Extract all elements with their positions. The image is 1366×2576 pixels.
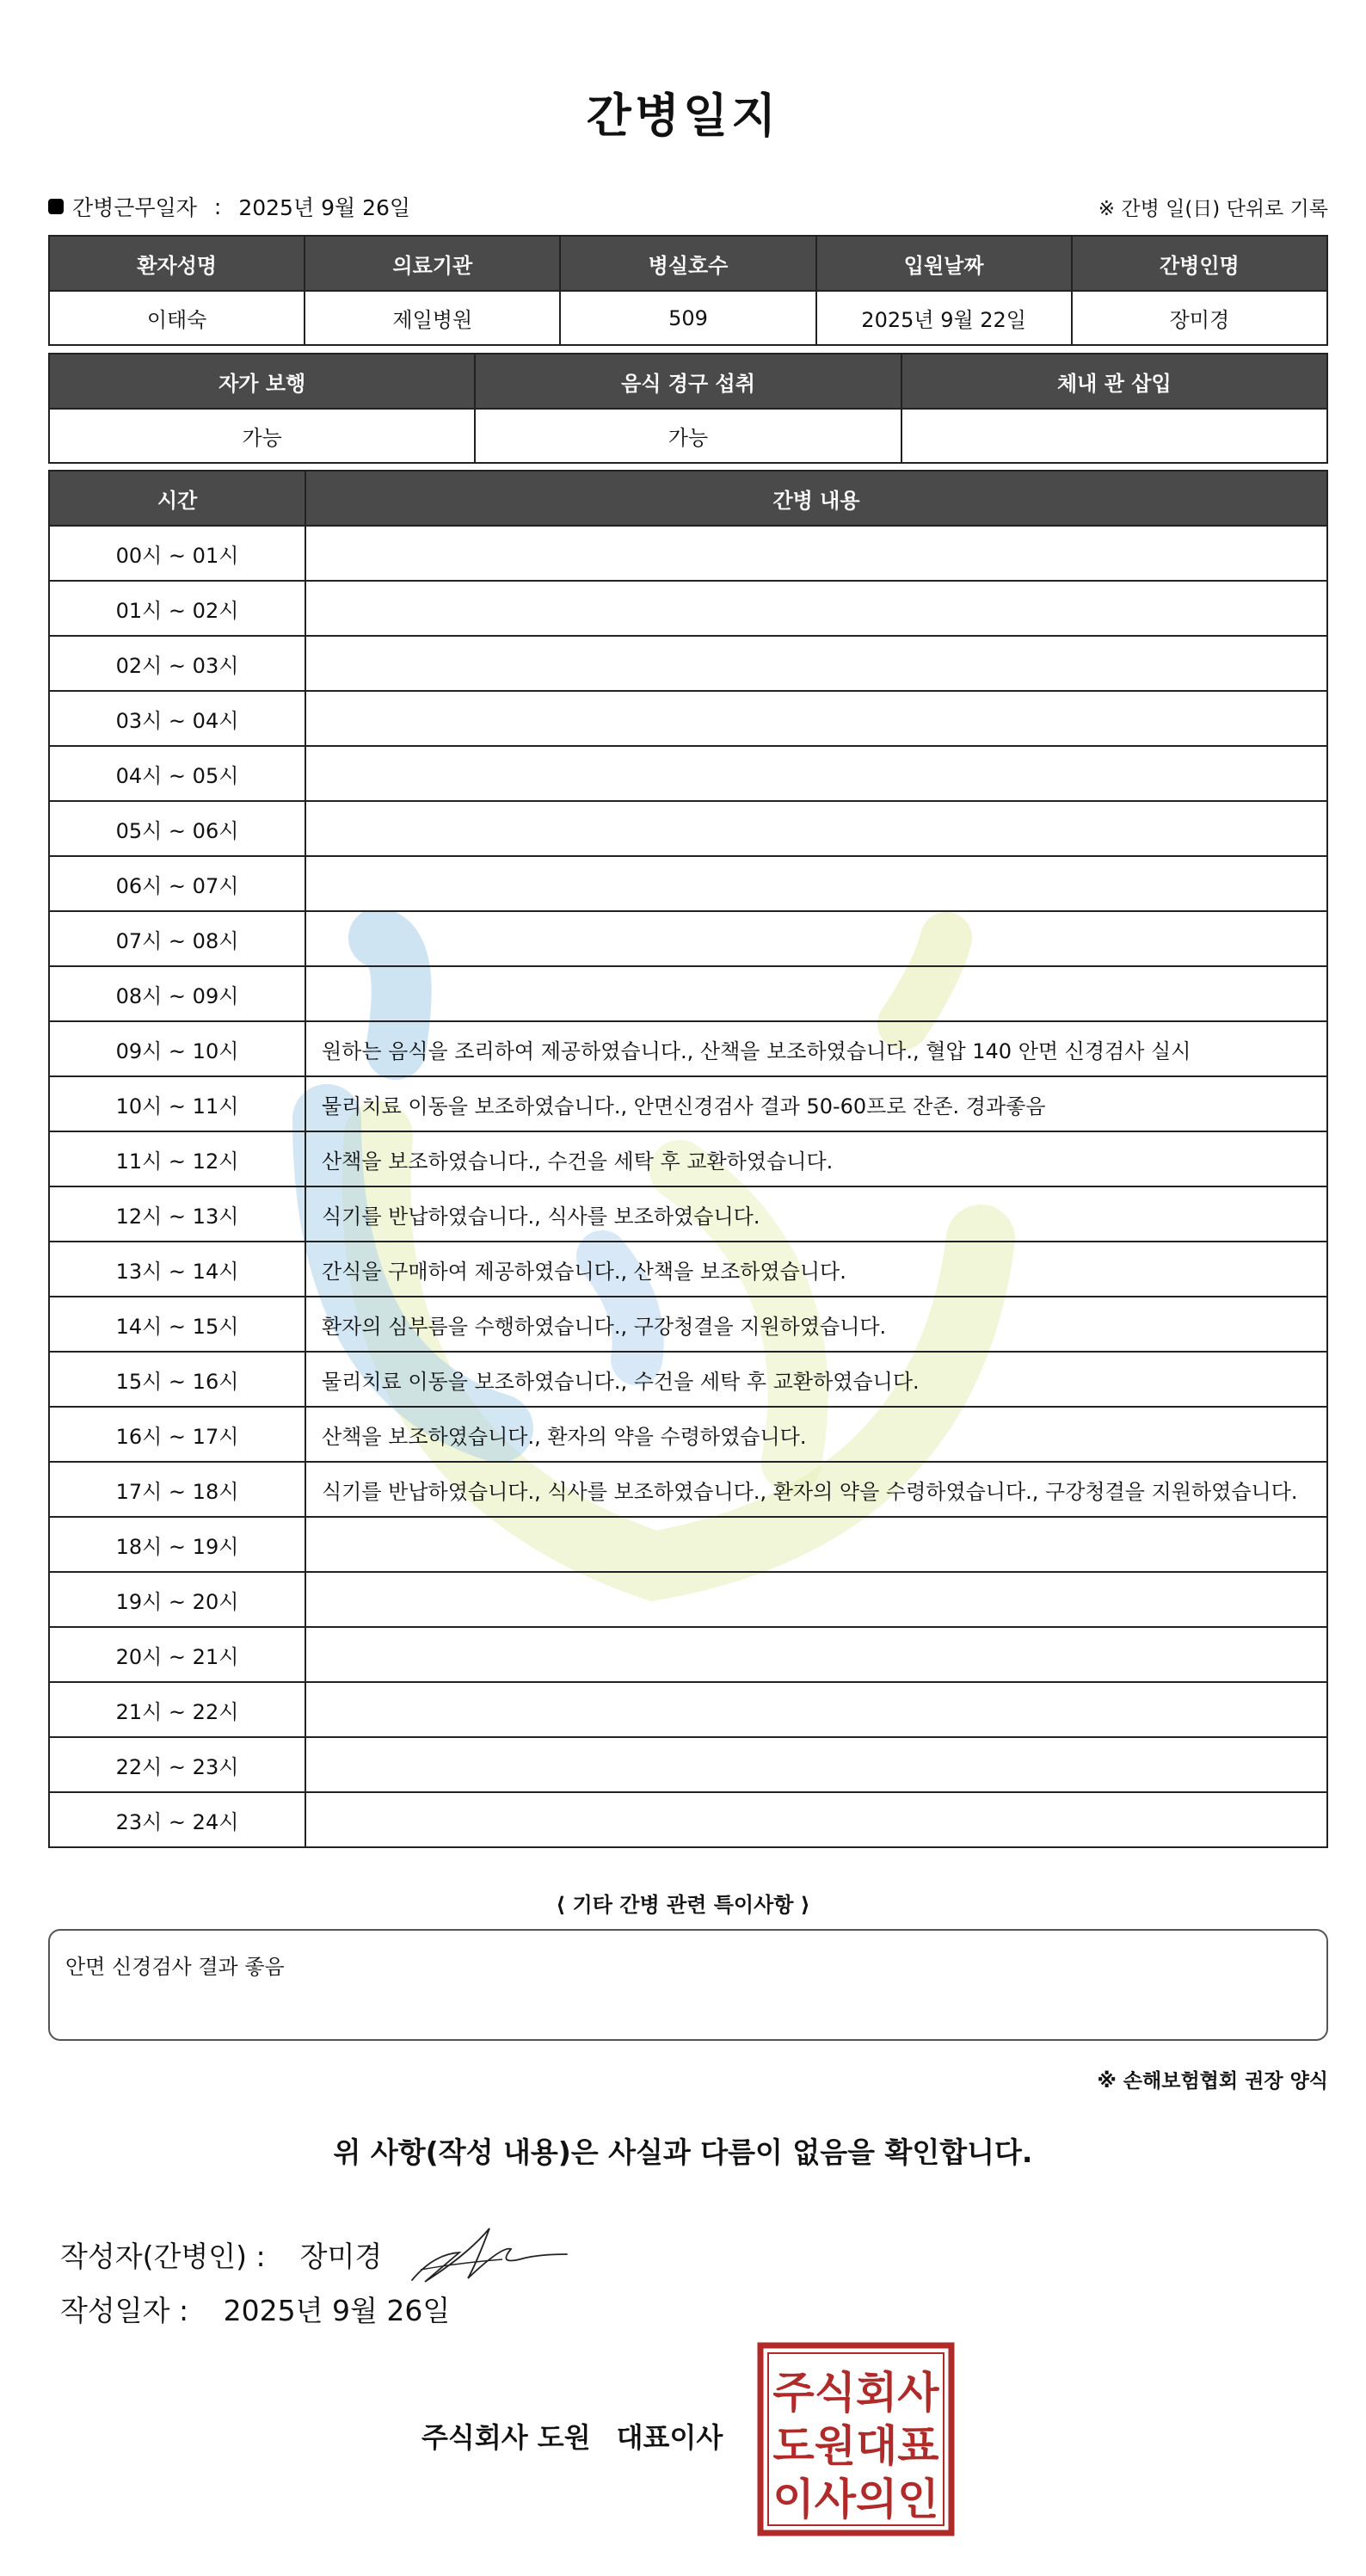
care-content: 물리치료 이동을 보조하였습니다., 안면신경검사 결과 50-60프로 잔존. 경과좋음 [305,1076,1327,1131]
seal-line-2: 도원대표 [772,2421,939,2471]
patient-name: 이태숙 [49,291,305,345]
writer-name: 장미경 [299,2239,383,2273]
table-row [49,746,1327,801]
care-content: 식기를 반납하였습니다., 식사를 보조하였습니다. [305,1186,1327,1242]
table-row [49,1407,1327,1462]
header-tube-insertion: 체내 관 삽입 [901,354,1327,409]
care-content: 물리치료 이동을 보조하였습니다., 수건을 세탁 후 교환하였습니다. [305,1352,1327,1407]
table-row [49,1076,1327,1131]
seal-line-1: 주식회사 [772,2368,939,2418]
written-date-row [60,2289,450,2329]
time-slot: 01시 ~ 02시 [49,581,305,636]
work-date-value: 2025년 9월 26일 [238,195,411,220]
status-header-row [49,354,1327,409]
table-row [49,911,1327,966]
care-content [305,1737,1327,1792]
patient-info-value-row [49,291,1327,345]
seal-line-3: 이사의인 [772,2474,939,2524]
care-content [305,1627,1327,1682]
hourly-log-table [48,470,1328,1848]
header-oral-intake: 음식 경구 섭취 [475,354,901,409]
time-slot: 09시 ~ 10시 [49,1021,305,1076]
company-title: 대표이사 [616,2421,723,2454]
time-slot: 03시 ~ 04시 [49,691,305,746]
time-slot: 13시 ~ 14시 [49,1242,305,1297]
written-date-value: 2025년 9월 26일 [223,2294,451,2327]
time-slot: 06시 ~ 07시 [49,856,305,911]
status-value-row [49,409,1327,463]
care-content [305,856,1327,911]
table-row [49,1352,1327,1407]
bullet-square-icon [48,199,64,214]
patient-info-table [48,235,1328,346]
care-content [305,801,1327,856]
header-admission-date: 입원날짜 [816,236,1072,291]
company-name: 주식회사 도원 [421,2421,591,2454]
table-row [49,856,1327,911]
time-slot: 23시 ~ 24시 [49,1792,305,1847]
table-row [49,1792,1327,1847]
care-content [305,526,1327,581]
time-slot: 14시 ~ 15시 [49,1297,305,1352]
care-content: 간식을 구매하여 제공하였습니다., 산책을 보조하였습니다. [305,1242,1327,1297]
time-slot: 21시 ~ 22시 [49,1682,305,1737]
care-content [305,746,1327,801]
time-slot: 00시 ~ 01시 [49,526,305,581]
table-row [49,1572,1327,1627]
confirmation-statement: 위 사항(작성 내용)은 사실과 다름이 없음을 확인합니다. [333,2135,1033,2169]
table-row [49,636,1327,691]
care-content [305,1517,1327,1572]
room-number: 509 [560,291,815,345]
header-caregiver: 간병인명 [1072,236,1327,291]
signature-icon [408,2220,571,2289]
time-slot: 05시 ~ 06시 [49,801,305,856]
time-slot: 16시 ~ 17시 [49,1407,305,1462]
work-date-row [48,191,410,222]
care-content: 산책을 보조하였습니다., 수건을 세탁 후 교환하였습니다. [305,1131,1327,1186]
writer-row [60,2220,571,2289]
header-patient-name: 환자성명 [49,236,305,291]
time-slot: 08시 ~ 09시 [49,966,305,1021]
page-title: 간병일지 [586,89,780,143]
oral-intake-value: 가능 [475,409,901,463]
table-row [49,1737,1327,1792]
form-note: ※ 손해보험협회 권장 양식 [1097,2070,1328,2092]
care-content [305,911,1327,966]
care-content [305,1792,1327,1847]
table-row [49,1682,1327,1737]
patient-info-header-row [49,236,1327,291]
table-row [49,1297,1327,1352]
table-row [49,526,1327,581]
table-row [49,1186,1327,1242]
admission-date: 2025년 9월 22일 [816,291,1072,345]
header-hospital: 의료기관 [305,236,560,291]
log-header-row [49,471,1327,526]
care-content [305,636,1327,691]
header-room: 병실호수 [560,236,815,291]
care-content [305,1572,1327,1627]
care-content: 환자의 심부름을 수행하였습니다., 구강청결을 지원하였습니다. [305,1297,1327,1352]
care-content [305,1682,1327,1737]
time-slot: 18시 ~ 19시 [49,1517,305,1572]
time-slot: 07시 ~ 08시 [49,911,305,966]
table-row [49,1021,1327,1076]
time-slot: 04시 ~ 05시 [49,746,305,801]
notes-box [48,1929,1328,2041]
time-slot: 02시 ~ 03시 [49,636,305,691]
care-content: 원하는 음식을 조리하여 제공하였습니다., 산책을 보조하였습니다., 혈압 140 안면 신경검사 실시 [305,1021,1327,1076]
table-row [49,1517,1327,1572]
table-row [49,801,1327,856]
care-content [305,966,1327,1021]
company-seal-icon [757,2342,955,2536]
time-slot: 15시 ~ 16시 [49,1352,305,1407]
care-content: 식기를 반납하였습니다., 식사를 보조하였습니다., 환자의 약을 수령하였습니다., 구강청결을 지원하였습니다. [305,1462,1327,1517]
caregiver-name: 장미경 [1072,291,1327,345]
table-row [49,1462,1327,1517]
care-content: 산책을 보조하였습니다., 환자의 약을 수령하였습니다. [305,1407,1327,1462]
patient-status-table [48,353,1328,464]
writer-label: 작성자(간병인) : [60,2239,266,2273]
work-date-label: 간병근무일자 [72,195,197,220]
header-care-content: 간병 내용 [305,471,1327,526]
care-content [305,581,1327,636]
table-row [49,691,1327,746]
work-date-separator: : [213,194,222,219]
table-row [49,966,1327,1021]
header-self-walking: 자가 보행 [49,354,475,409]
written-date-label: 작성일자 : [60,2294,189,2327]
time-slot: 22시 ~ 23시 [49,1737,305,1792]
tube-insertion-value [901,409,1327,463]
time-slot: 12시 ~ 13시 [49,1186,305,1242]
company-signature [421,2416,723,2456]
self-walking-value: 가능 [49,409,475,463]
table-row [49,1242,1327,1297]
table-row [49,1627,1327,1682]
notes-title: ⟨ 기타 간병 관련 특이사항 ⟩ [556,1893,810,1917]
time-slot: 20시 ~ 21시 [49,1627,305,1682]
hospital-name: 제일병원 [305,291,560,345]
time-slot: 17시 ~ 18시 [49,1462,305,1517]
care-content [305,691,1327,746]
table-row [49,581,1327,636]
time-slot: 19시 ~ 20시 [49,1572,305,1627]
unit-note: ※ 간병 일(日) 단위로 기록 [1098,198,1328,220]
time-slot: 10시 ~ 11시 [49,1076,305,1131]
time-slot: 11시 ~ 12시 [49,1131,305,1186]
notes-content: 안면 신경검사 결과 좋음 [65,1955,285,1979]
table-row [49,1131,1327,1186]
header-time: 시간 [49,471,305,526]
